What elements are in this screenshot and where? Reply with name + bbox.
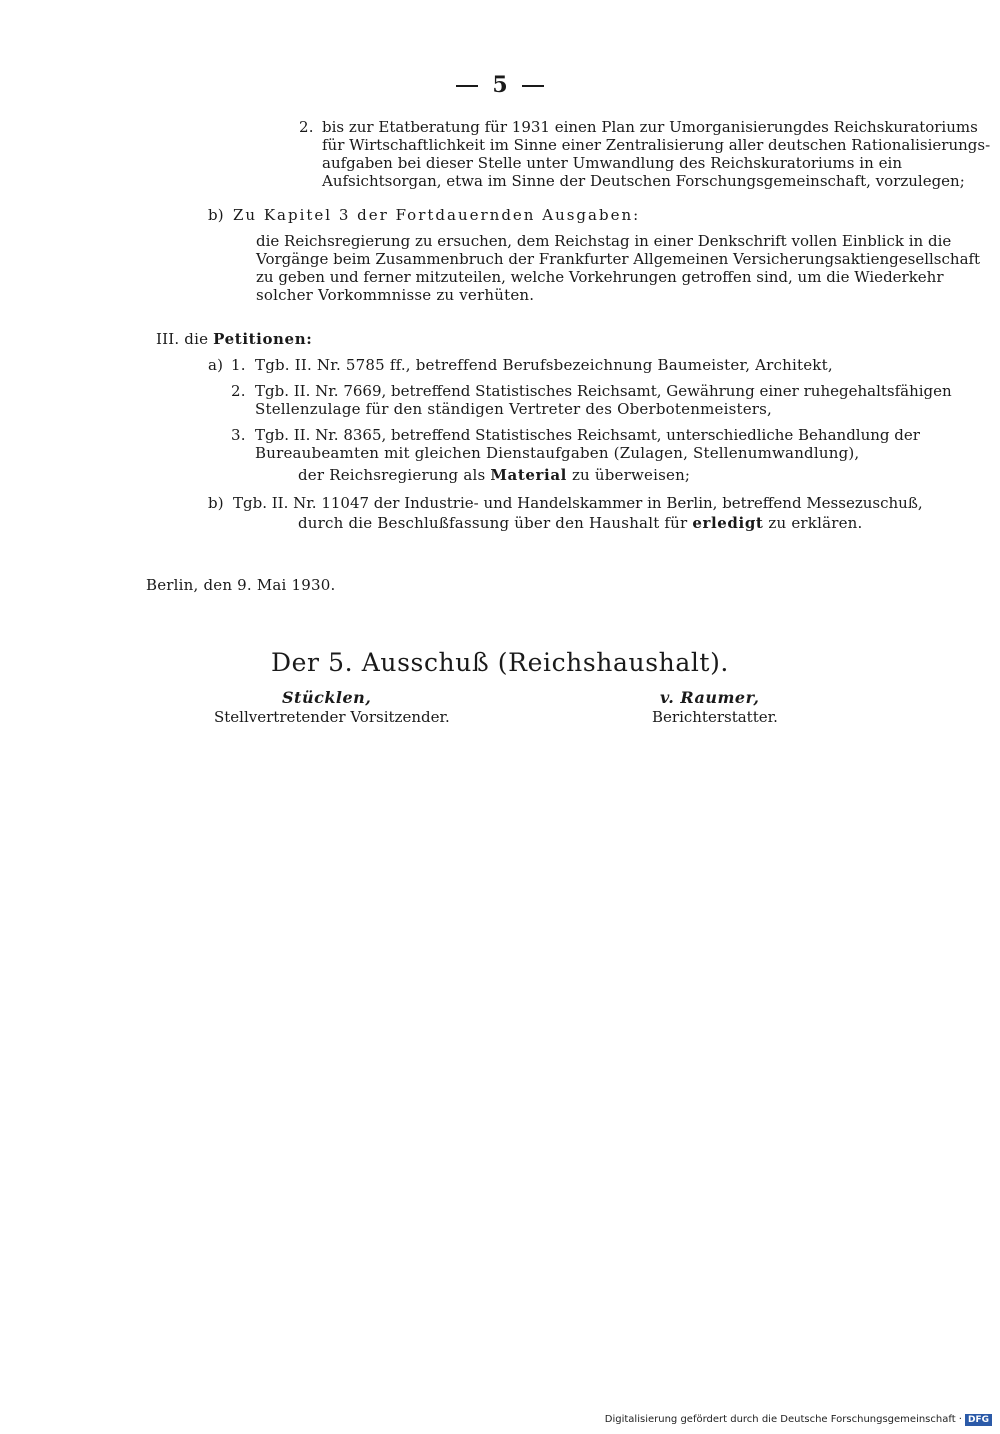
dash-right (522, 85, 544, 87)
digitization-footer (605, 1414, 992, 1426)
petition-3-line-1: Tgb. II. Nr. 8365, betreffend Statistisches Reichsamt, unterschiedliche Behandlung der (255, 426, 920, 444)
section-iii-label: III. die (156, 330, 209, 348)
petition-2-number: 2. (231, 382, 246, 400)
signatory-1-name: Stücklen, (282, 688, 372, 707)
section-iii-b-line-1: Tgb. II. Nr. 11047 der Industrie- und Handelskammer in Berlin, betreffend Messezuschuß, (233, 494, 923, 512)
signatory-1-role: Stellvertretender Vorsitzender. (214, 708, 450, 726)
erledigt-prefix: durch die Beschlußfassung über den Haushalt für (298, 514, 688, 532)
petition-2-line-1: Tgb. II. Nr. 7669, betreffend Statistisches Reichsamt, Gewährung einer ruhegehaltsfähigen (255, 382, 952, 400)
petition-2-line-2: Stellenzulage für den ständigen Vertreter des Oberbotenmeisters, (255, 400, 773, 418)
section-iii-header (156, 330, 312, 349)
signatory-2-role: Berichterstatter. (652, 708, 778, 726)
material-prefix: der Reichsregierung als (298, 466, 486, 484)
section-iii-b-line-2 (298, 514, 863, 533)
item-2-line-4: Aufsichtsorgan, etwa im Sinne der Deutschen Forschungsgemeinschaft, vorzulegen; (322, 172, 965, 190)
section-b-label: b) (208, 206, 224, 224)
section-b-heading: Zu Kapitel 3 der Fortdauernden Ausgaben: (233, 206, 641, 224)
petition-1-number: 1. (231, 356, 246, 374)
dash-left (456, 85, 478, 87)
section-iii-b-label: b) (208, 494, 224, 512)
page-number: 5 (0, 72, 1000, 98)
item-2-line-1: bis zur Etatberatung für 1931 einen Plan zur Umorganisierungdes Reichskuratoriums (322, 118, 978, 136)
place-date: Berlin, den 9. Mai 1930. (146, 576, 336, 594)
committee-title: Der 5. Ausschuß (Reichshaushalt). (271, 648, 729, 677)
section-iii-heading: Petitionen: (213, 330, 313, 348)
petition-3-line-2: Bureaubeamten mit gleichen Dienstaufgaben (Zulagen, Stellenumwandlung), (255, 444, 860, 462)
material-suffix: zu überweisen; (571, 466, 691, 484)
erledigt-word: erledigt (692, 514, 764, 532)
petition-1-line-1: Tgb. II. Nr. 5785 ff., betreffend Berufsbezeichnung Baumeister, Architekt, (255, 356, 833, 374)
section-b-line-1: die Reichsregierung zu ersuchen, dem Reichstag in einer Denkschrift vollen Einblick in die (256, 232, 952, 250)
item-2-line-2: für Wirtschaftlichkeit im Sinne einer Zentralisierung aller deutschen Rationalisierungs- (322, 136, 991, 154)
section-b-line-3: zu geben und ferner mitzuteilen, welche Vorkehrungen getroffen sind, um die Wiederkehr (256, 268, 944, 286)
section-iii-a-label: a) (208, 356, 224, 374)
item-2-number: 2. (299, 118, 314, 136)
petition-3-number: 3. (231, 426, 246, 444)
signatory-2-name: v. Raumer, (660, 688, 760, 707)
erledigt-suffix: zu erklären. (768, 514, 863, 532)
material-line (298, 466, 690, 485)
material-word: Material (490, 466, 567, 484)
dfg-logo: DFG (965, 1414, 992, 1426)
item-2-line-3: aufgaben bei dieser Stelle unter Umwandlung des Reichskuratoriums in ein (322, 154, 902, 172)
section-b-line-2: Vorgänge beim Zusammenbruch der Frankfurter Allgemeinen Versicherungsaktiengesellschaft (256, 250, 981, 268)
footer-text: Digitalisierung gefördert durch die Deutsche Forschungsgemeinschaft · (604, 1414, 962, 1425)
section-b-line-4: solcher Vorkommnisse zu verhüten. (256, 286, 535, 304)
